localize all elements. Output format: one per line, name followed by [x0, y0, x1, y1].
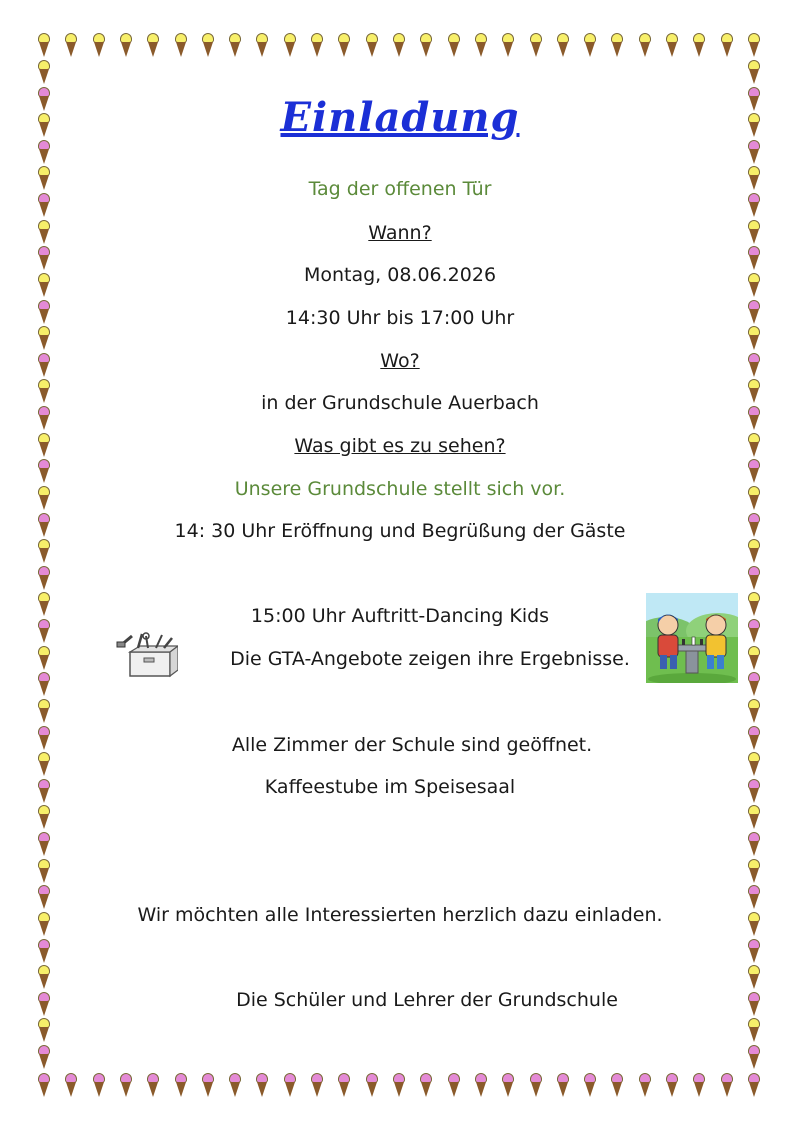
toolbox-icon	[116, 632, 178, 678]
program-intro: Unsere Grundschule stellt sich vor.	[234, 478, 566, 500]
event-subtitle: Tag der offenen Tür	[308, 178, 492, 200]
event-time: 14:30 Uhr bis 17:00 Uhr	[285, 307, 515, 329]
what-heading: Was gibt es zu sehen?	[294, 435, 506, 457]
program-item: 15:00 Uhr Auftritt-Dancing Kids	[250, 605, 550, 627]
program-item: Die GTA-Angebote zeigen ihre Ergebnisse.	[230, 648, 630, 670]
program-item: Kaffeestube im Speisesaal	[264, 776, 516, 798]
event-date: Montag, 08.06.2026	[303, 264, 497, 286]
invitation-title: Einladung	[280, 94, 520, 141]
program-item: 14: 30 Uhr Eröffnung und Begrüßung der Gäste	[174, 520, 626, 542]
where-heading: Wo?	[380, 350, 420, 372]
closing-text: Wir möchten alle Interessierten herzlich dazu einladen.	[137, 904, 663, 926]
when-heading: Wann?	[368, 222, 432, 244]
event-location: in der Grundschule Auerbach	[261, 392, 539, 414]
children-playing-chess-image	[646, 593, 738, 683]
program-item: Alle Zimmer der Schule sind geöffnet.	[231, 734, 593, 756]
signature-text: Die Schüler und Lehrer der Grundschule	[236, 989, 618, 1011]
